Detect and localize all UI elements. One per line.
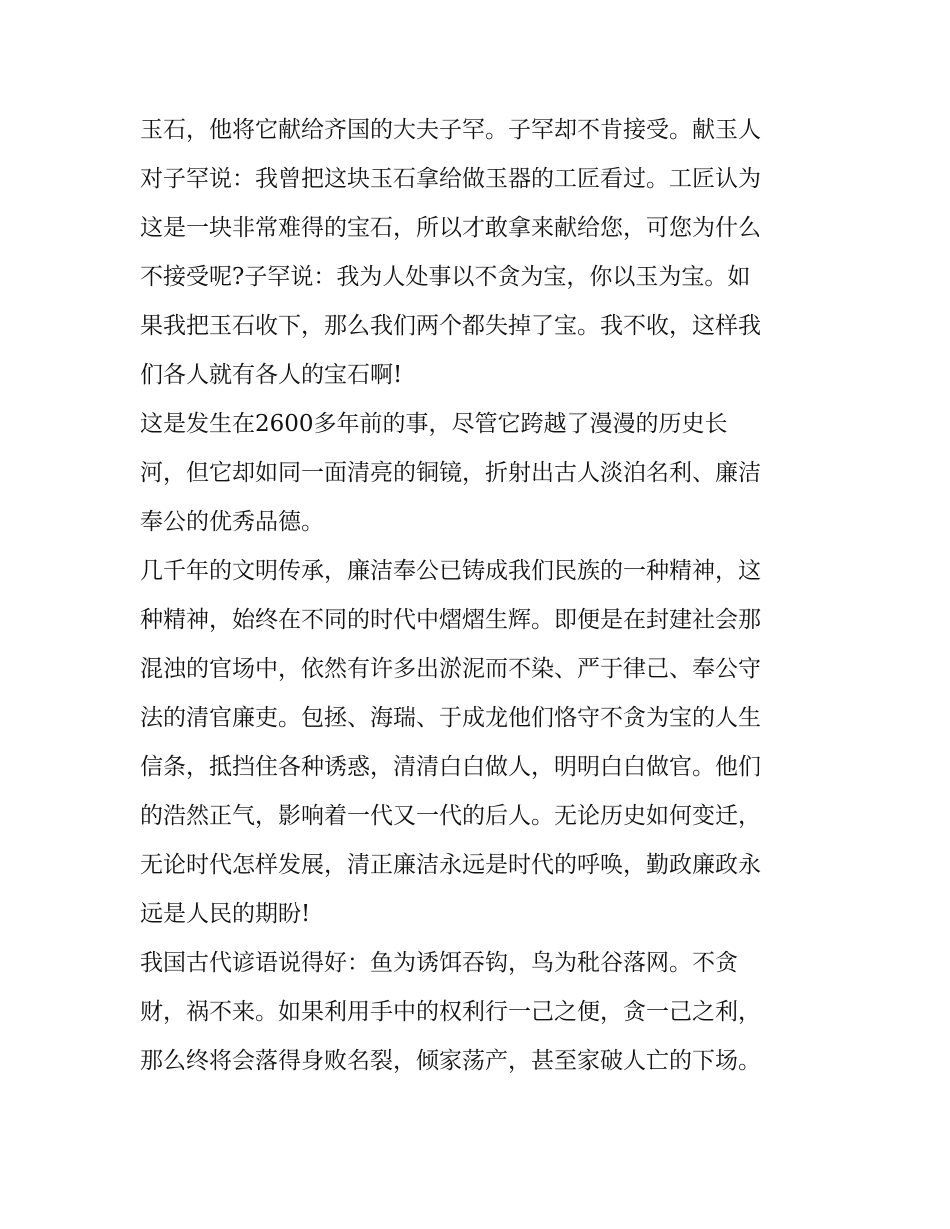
text-line: 河，但它却如同一面清亮的铜镜，折射出古人淡泊名利、廉洁 bbox=[140, 460, 761, 486]
text-line: 几千年的文明传承，廉洁奉公已铸成我们民族的一种精神，这 bbox=[140, 558, 761, 584]
text-line: 们各人就有各人的宝石啊! bbox=[140, 362, 403, 388]
text-line: 种精神，始终在不同的时代中熠熠生辉。即便是在封建社会那 bbox=[140, 607, 761, 633]
text-line: 法的清官廉吏。包拯、海瑞、于成龙他们恪守不贪为宝的人生 bbox=[140, 705, 761, 731]
text-line: 我国古代谚语说得好：鱼为诱饵吞钩，鸟为秕谷落网。不贪 bbox=[140, 950, 738, 976]
text-line: 财，祸不来。如果利用手中的权利行一己之便，贪一己之利， bbox=[140, 999, 761, 1025]
text-line: 信条，抵挡住各种诱惑，清清白白做人，明明白白做官。他们 bbox=[140, 754, 761, 780]
document-body bbox=[140, 106, 820, 1086]
text-line: 的浩然正气，影响着一代又一代的后人。无论历史如何变迁， bbox=[140, 803, 761, 829]
text-line: 混浊的官场中，依然有许多出淤泥而不染、严于律己、奉公守 bbox=[140, 656, 761, 682]
text-line: 玉石，他将它献给齐国的大夫子罕。子罕却不肯接受。献玉人 bbox=[140, 117, 761, 143]
text-line: 对子罕说：我曾把这块玉石拿给做玉器的工匠看过。工匠认为 bbox=[140, 166, 761, 192]
text-line: 果我把玉石收下，那么我们两个都失掉了宝。我不收，这样我 bbox=[140, 313, 761, 339]
text-line: 奉公的优秀品德。 bbox=[140, 509, 324, 535]
text-line: 无论时代怎样发展，清正廉洁永远是时代的呼唤，勤政廉政永 bbox=[140, 852, 761, 878]
text-line: 不接受呢?子罕说：我为人处事以不贪为宝，你以玉为宝。如 bbox=[140, 264, 751, 290]
text-line: 这是发生在2600多年前的事，尽管它跨越了漫漫的历史长 bbox=[140, 411, 728, 437]
text-line: 那么终将会落得身败名裂，倾家荡产，甚至家破人亡的下场。 bbox=[140, 1048, 761, 1074]
text-line: 这是一块非常难得的宝石，所以才敢拿来献给您，可您为什么 bbox=[140, 215, 761, 241]
text-line: 远是人民的期盼! bbox=[140, 901, 311, 927]
